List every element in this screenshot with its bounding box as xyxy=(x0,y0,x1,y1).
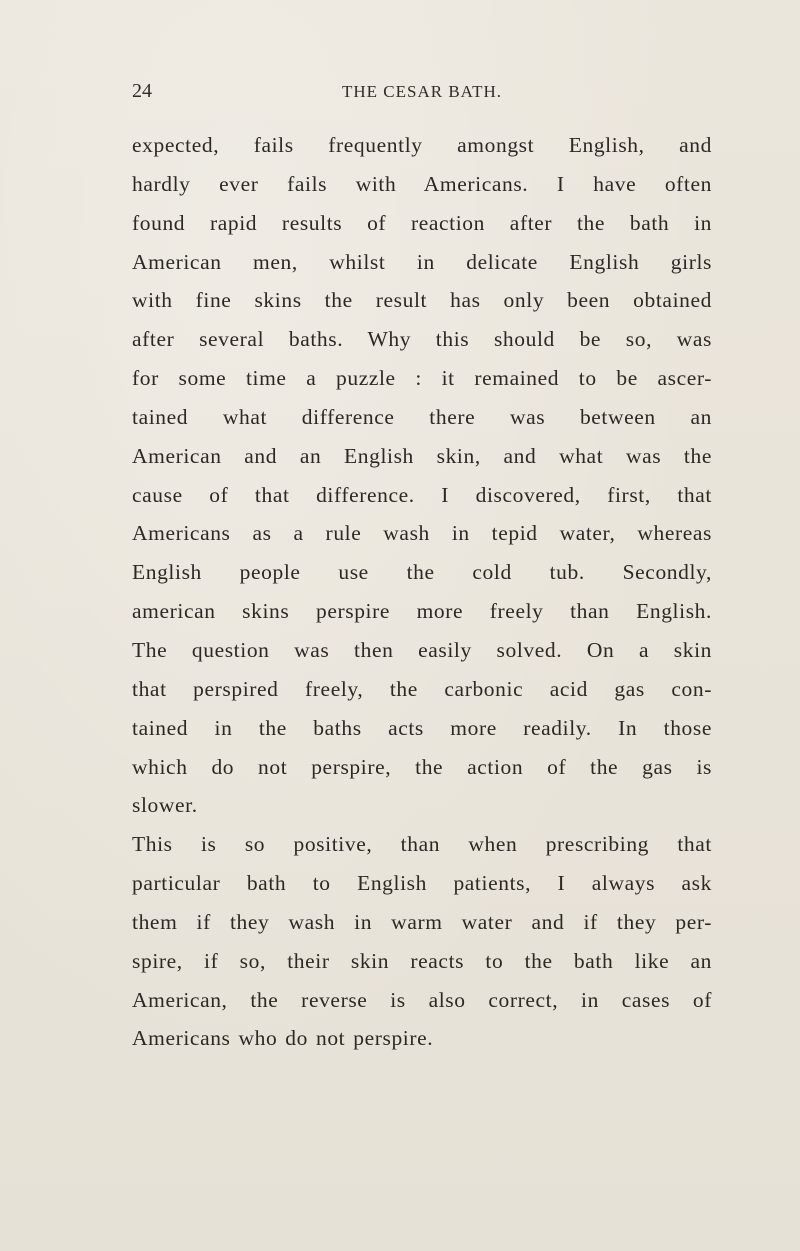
text-line: which do not perspire, the action of the gas is xyxy=(132,754,712,779)
page-header xyxy=(132,80,692,104)
text-line: This is so positive, than when prescribing that xyxy=(132,832,712,857)
text-line: American, the reverse is also correct, in cases of xyxy=(132,987,712,1012)
text-line: American men, whilst in delicate English girls xyxy=(132,249,712,274)
text-line: found rapid results of reaction after the bath in xyxy=(132,210,712,235)
text-line: slower. xyxy=(132,793,198,818)
text-line: them if they wash in warm water and if they per- xyxy=(132,909,712,934)
text-line: English people use the cold tub. Secondly, xyxy=(132,560,712,585)
text-line: Americans who do not perspire. xyxy=(132,1026,434,1051)
text-line: tained what difference there was between an xyxy=(132,404,712,429)
text-line: spire, if so, their skin reacts to the bath like an xyxy=(132,948,712,973)
text-line: cause of that difference. I discovered, first, that xyxy=(132,482,712,507)
body-text xyxy=(132,126,712,1058)
text-line: with fine skins the result has only been obtained xyxy=(132,288,712,313)
text-line: for some time a puzzle : it remained to be ascer- xyxy=(132,366,712,391)
text-line: expected, fails frequently amongst English, and xyxy=(132,133,712,157)
text-line: tained in the baths acts more readily. In those xyxy=(132,715,712,740)
text-line: after several baths. Why this should be so, was xyxy=(132,327,712,352)
text-line: The question was then easily solved. On a skin xyxy=(132,637,712,662)
page-number: 24 xyxy=(132,80,152,102)
text-line: American and an English skin, and what was the xyxy=(132,443,712,468)
text-line: particular bath to English patients, I always ask xyxy=(132,871,712,896)
text-line: hardly ever fails with Americans. I have often xyxy=(132,171,712,196)
text-line: american skins perspire more freely than English. xyxy=(132,599,712,624)
running-head: THE CESAR BATH. xyxy=(342,82,502,101)
text-line: Americans as a rule wash in tepid water, whereas xyxy=(132,521,712,546)
text-line: that perspired freely, the carbonic acid gas con- xyxy=(132,676,712,701)
